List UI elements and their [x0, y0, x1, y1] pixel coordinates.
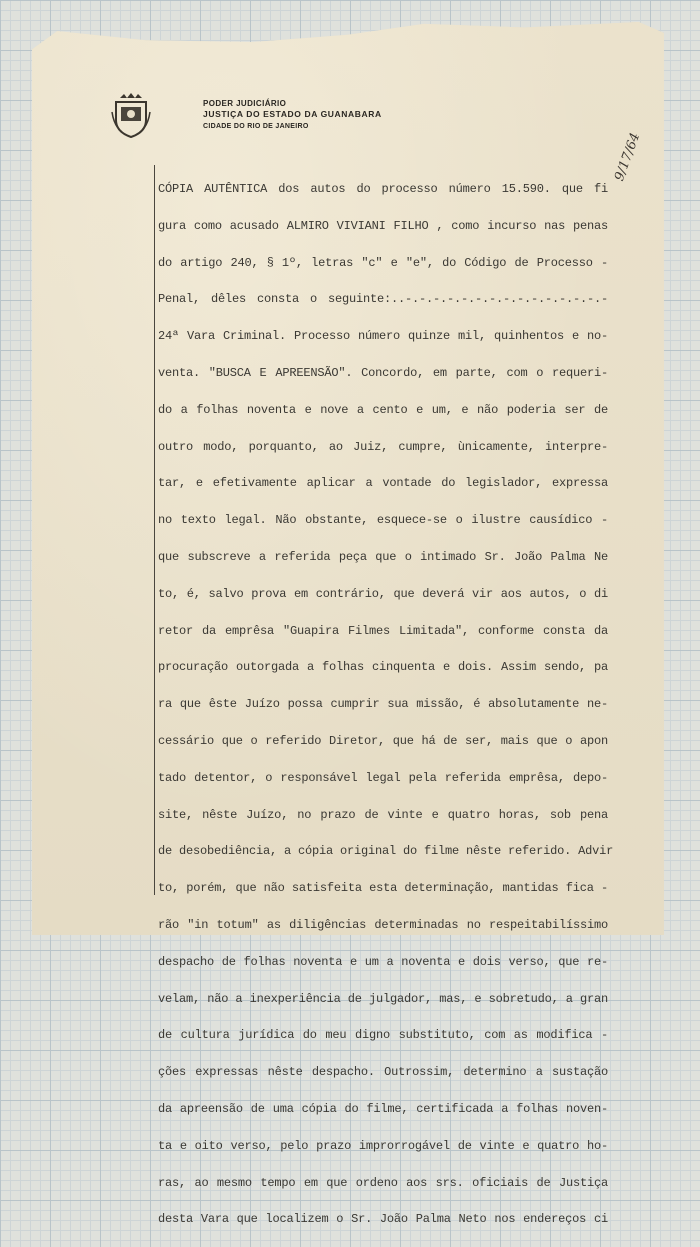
letterhead-line-2: JUSTIÇA DO ESTADO DA GUANABARA	[203, 109, 382, 119]
body-line: site, nêste Juízo, no prazo de vinte e quatro horas, sob pena	[158, 807, 608, 822]
body-line: tado detentor, o responsável legal pela referida emprêsa, depo-	[158, 770, 608, 785]
body-line: retor da emprêsa "Guapira Filmes Limitada", conforme consta da	[158, 623, 608, 638]
body-line: Penal, dêles consta o seguinte:..-.-.-.-.-.-.-.-.-.-.-.-.-.-.-	[158, 292, 608, 307]
body-line: ra que êste Juízo possa cumprir sua missão, é absolutamente ne-	[158, 697, 608, 712]
body-line: do artigo 240, § 1º, letras "c" e "e", do Código de Processo -	[158, 255, 608, 270]
body-line: venta. "BUSCA E APREENSÃO". Concordo, em parte, com o requeri-	[158, 365, 608, 380]
body-line: velam, não a inexperiência de julgador, mas, e sobretudo, a gran	[158, 991, 608, 1006]
body-line: ções expressas nêste despacho. Outrossim, determino a sustação	[158, 1065, 608, 1080]
body-line: CÓPIA AUTÊNTICA dos autos do processo número 15.590. que fi	[158, 182, 608, 196]
body-line: de desobediência, a cópia original do filme nêste referido. Advir	[158, 844, 614, 859]
body-line: despacho de folhas noventa e um a noventa e dois verso, que re-	[158, 954, 608, 969]
document-body	[158, 180, 614, 1247]
body-line: gura como acusado ALMIRO VIVIANI FILHO , como incurso nas penas	[158, 218, 608, 233]
letterhead-line-3: CIDADE DO RIO DE JANEIRO	[203, 123, 309, 130]
body-line: cessário que o referido Diretor, que há de ser, mais que o apon	[158, 733, 608, 748]
margin-rule	[154, 165, 155, 895]
body-line: to, é, salvo prova em contrário, que deverá vir aos autos, o di	[158, 586, 608, 601]
body-line: do a folhas noventa e nove a cento e um, e não poderia ser de	[158, 402, 608, 417]
body-line: de cultura jurídica do meu digno substituto, com as modifica -	[158, 1028, 608, 1043]
body-line: no texto legal. Não obstante, esquece-se o ilustre causídico -	[158, 513, 608, 528]
body-line: 24ª Vara Criminal. Processo número quinze mil, quinhentos e no-	[158, 329, 608, 344]
body-line: to, porém, que não satisfeita esta determinação, mantidas fica -	[158, 881, 608, 896]
body-line: outro modo, porquanto, ao Juiz, cumpre, ùnicamente, interpre-	[158, 439, 608, 454]
letterhead-line-1: PODER JUDICIÁRIO	[203, 99, 287, 108]
body-line: que subscreve a referida peça que o intimado Sr. João Palma Ne	[158, 549, 608, 564]
body-line: desta Vara que localizem o Sr. João Palma Neto nos endereços ci	[158, 1212, 608, 1227]
body-line: procuração outorgada a folhas cinquenta e dois. Assim sendo, pa	[158, 660, 608, 675]
body-line: ras, ao mesmo tempo em que ordeno aos srs. oficiais de Justiça	[158, 1175, 608, 1190]
handwritten-date-note: 9/17/64	[612, 130, 644, 184]
body-line: tar, e efetivamente aplicar a vontade do legislador, expressa	[158, 476, 608, 491]
body-line: ta e oito verso, pelo prazo improrrogável de vinte e quatro ho-	[158, 1138, 608, 1153]
letterhead	[203, 99, 382, 134]
coat-of-arms-seal	[110, 92, 152, 138]
body-line: rão "in totum" as diligências determinadas no respeitabilíssimo	[158, 917, 608, 932]
body-line: da apreensão de uma cópia do filme, certificada a folhas noven-	[158, 1101, 608, 1116]
